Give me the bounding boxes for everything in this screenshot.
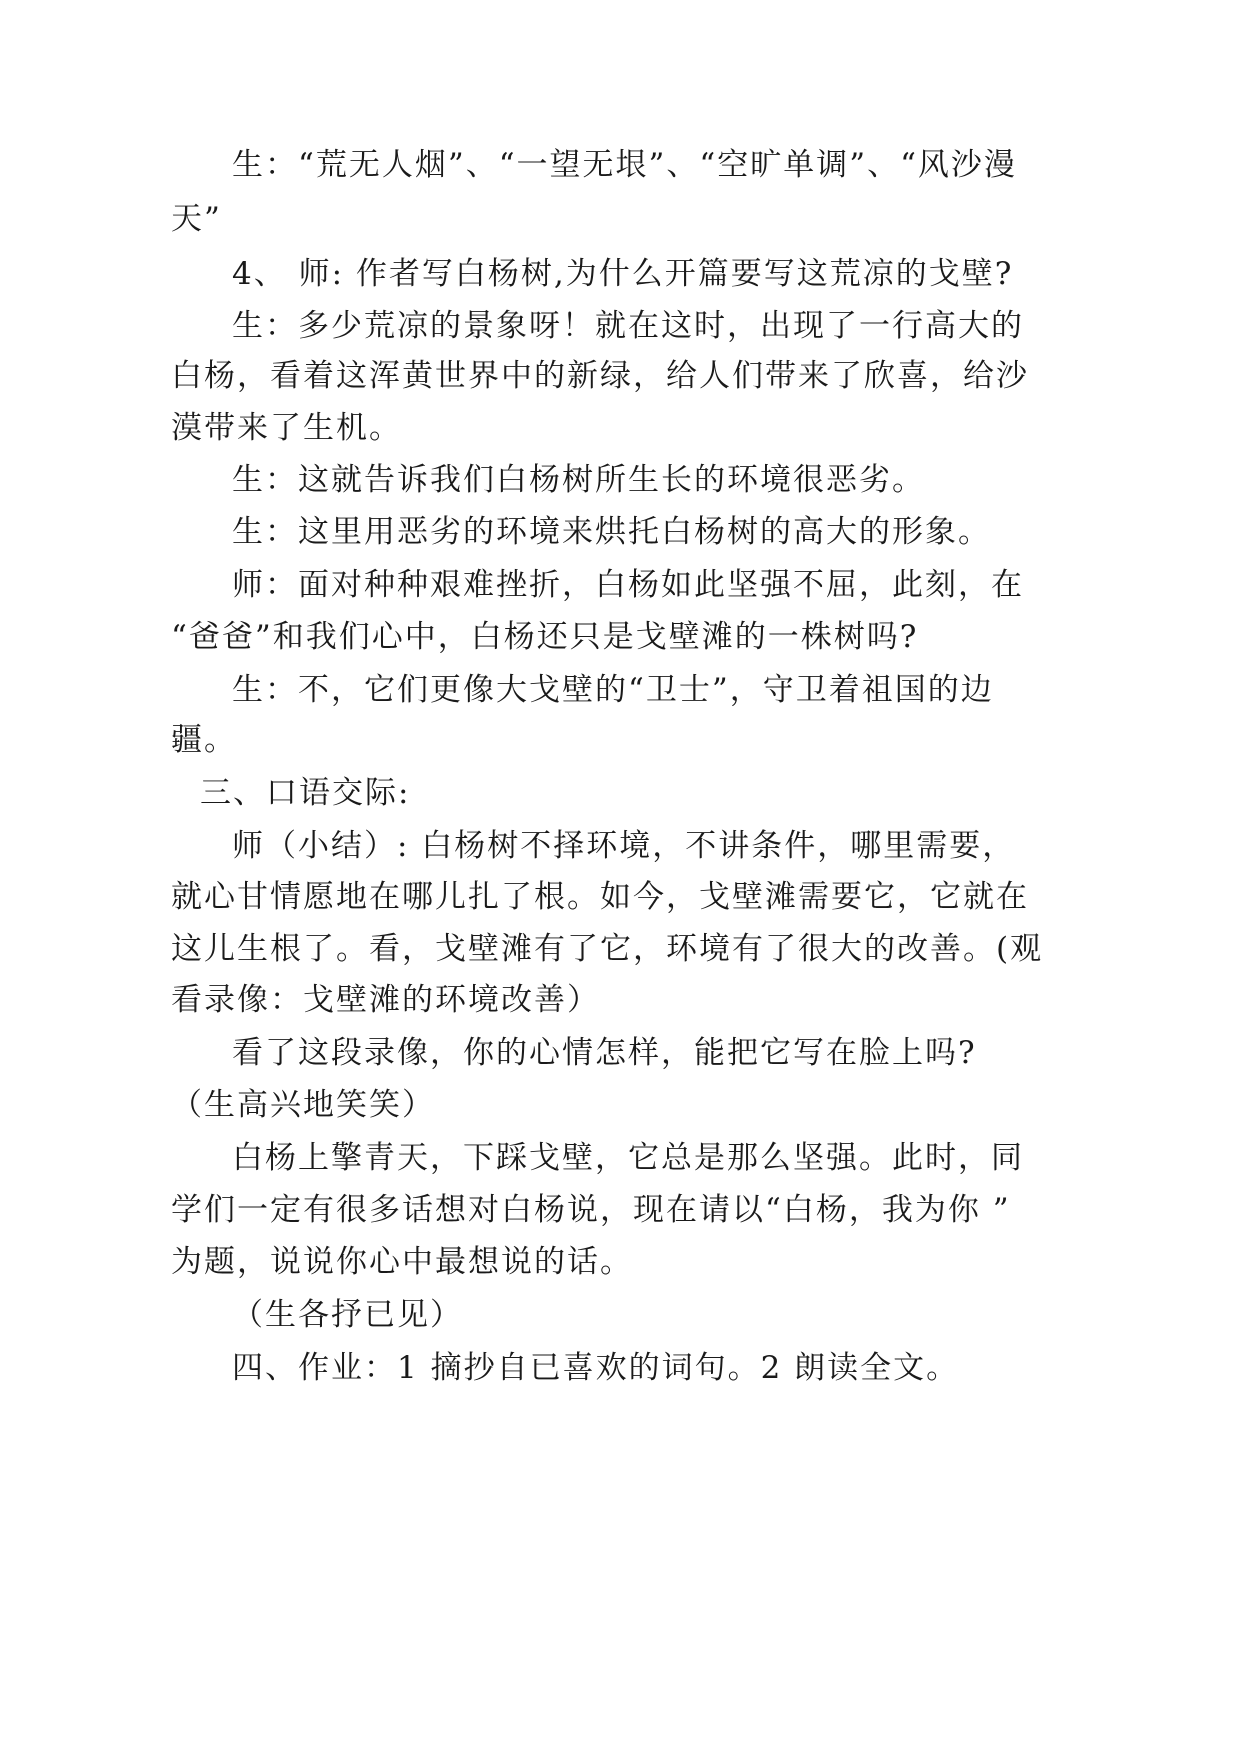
text-line-6: 漠带来了生机。 — [171, 410, 402, 446]
section-heading-3: 三、口语交际: — [200, 775, 411, 811]
text-line-8: 生：这里用恶劣的环境来烘托白杨树的高大的形象。 — [232, 514, 991, 550]
text-line-14: 师（小结）: 白杨树不择环境，不讲条件，哪里需要， — [232, 828, 1016, 864]
text-line-19: （生高兴地笑笑） — [171, 1087, 435, 1123]
text-line-10: “爸爸”和我们心中，白杨还只是戈壁滩的一株树吗? — [171, 619, 919, 655]
text-line-12: 疆。 — [171, 722, 237, 758]
text-line-23: （生各抒已见） — [232, 1297, 463, 1333]
text-line-3: 4、 师: 作者写白杨树,为什么开篇要写这荒凉的戈壁? — [232, 256, 1014, 292]
text-line-21: 学们一定有很多话想对白杨说，现在请以“白杨，我为你 ” — [171, 1192, 1011, 1228]
section-heading-4: 四、作业：1 摘抄自已喜欢的词句。2 朗读全文。 — [232, 1350, 960, 1386]
text-line-9: 师：面对种种艰难挫折，白杨如此坚强不屈，此刻，在 — [232, 567, 1024, 603]
text-line-11: 生：不，它们更像大戈壁的“卫士”，守卫着祖国的边 — [232, 672, 994, 708]
text-line-16: 这儿生根了。看，戈壁滩有了它，环境有了很大的改善。(观 — [171, 931, 1044, 967]
text-line-1: 生：“荒无人烟”、“一望无垠”、“空旷单调”、“风沙漫 — [232, 147, 1017, 183]
text-line-2: 天” — [171, 201, 222, 237]
text-line-20: 白杨上擎青天，下踩戈壁，它总是那么坚强。此时，同 — [232, 1140, 1024, 1176]
text-line-17: 看录像：戈壁滩的环境改善） — [171, 982, 600, 1018]
text-line-5: 白杨，看着这浑黄世界中的新绿，给人们带来了欣喜，给沙 — [171, 358, 1029, 394]
text-line-18: 看了这段录像，你的心情怎样，能把它写在脸上吗? — [232, 1035, 977, 1071]
text-line-22: 为题，说说你心中最想说的话。 — [171, 1244, 633, 1280]
text-line-15: 就心甘情愿地在哪儿扎了根。如今，戈壁滩需要它，它就在 — [171, 879, 1029, 915]
text-line-4: 生：多少荒凉的景象呀！就在这时，出现了一行高大的 — [232, 308, 1024, 344]
text-line-7: 生：这就告诉我们白杨树所生长的环境很恶劣。 — [232, 462, 925, 498]
